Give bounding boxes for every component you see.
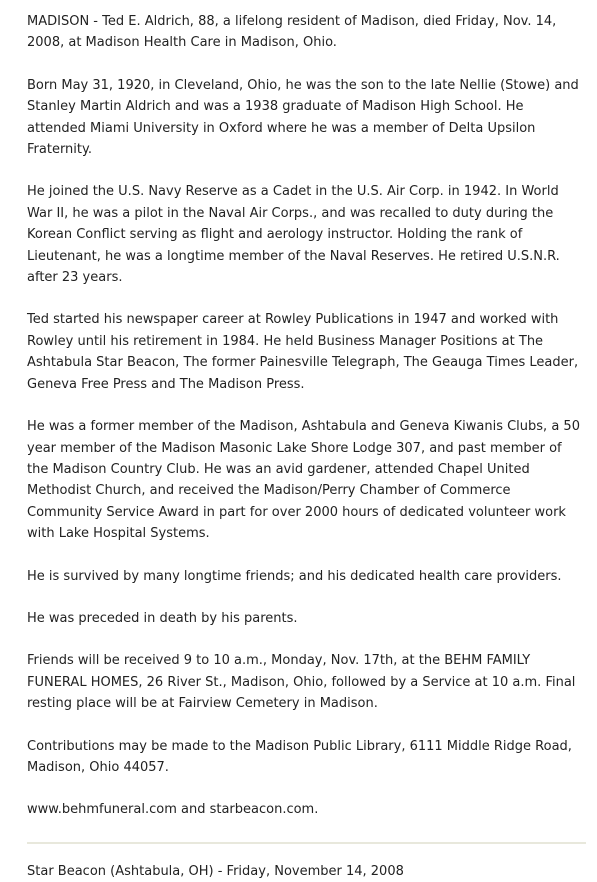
paragraph-birth-education: Born May 31, 1920, in Cleveland, Ohio, he was the son to the late Nellie (Stowe) and Stanley Martin Aldrich and was a 1938 graduate of Madison High School. He attended Miami University in Oxford where he was a member of Delta Upsilon Fraternity. xyxy=(27,77,579,158)
section-divider xyxy=(27,842,586,844)
paragraph-survivors: He is survived by many longtime friends; and his dedicated health care providers. xyxy=(27,568,562,584)
paragraph-military-service: He joined the U.S. Navy Reserve as a Cadet in the U.S. Air Corp. in 1942. In World War II, he was a pilot in the Naval Air Corps., and was recalled to duty during the Korean Conflict serving as flight and aerology instructor. Holding the rank of Lieutenant, he was a longtime member of the Naval Reserves. He retired U.S.N.R. after 23 years. xyxy=(27,184,560,286)
paragraph-websites: www.behmfuneral.com and starbeacon.com. xyxy=(27,802,319,818)
paragraph-contributions: Contributions may be made to the Madison Public Library, 6111 Middle Ridge Road, Madison, Ohio 44057. xyxy=(27,738,572,775)
paragraph-career: Ted started his newspaper career at Rowley Publications in 1947 and worked with Rowley until his retirement in 1984. He held Business Manager Positions at The Ashtabula Star Beacon, The former Painesville Telegraph, The Geauga Times Leader, Geneva Free Press and The Madison Press. xyxy=(27,312,579,392)
paragraph-preceded: He was preceded in death by his parents. xyxy=(27,610,298,626)
paragraph-death-notice: MADISON - Ted E. Aldrich, 88, a lifelong resident of Madison, died Friday, Nov. 14, 2008, at Madison Health Care in Madison, Ohio. xyxy=(27,14,557,51)
paragraph-memberships: He was a former member of the Madison, Ashtabula and Geneva Kiwanis Clubs, a 50 year member of the Madison Masonic Lake Shore Lodge 307, and past member of the Madison Country Club. He was an avid gardener, attended Chapel United Methodist Church, and received the Madison/Perry Chamber of Commerce Community Service Award in part for over 2000 hours of dedicated volunteer work with Lake Hospital Systems. xyxy=(27,419,580,542)
paragraph-services: Friends will be received 9 to 10 a.m., Monday, Nov. 17th, at the BEHM FAMILY FUNERAL HOMES, 26 River St., Madison, Ohio, followed by a Service at 10 a.m. Final resting place will be at Fairview Cemetery in Madison. xyxy=(27,653,576,712)
source-citation: Star Beacon (Ashtabula, OH) - Friday, November 14, 2008 xyxy=(27,863,404,879)
